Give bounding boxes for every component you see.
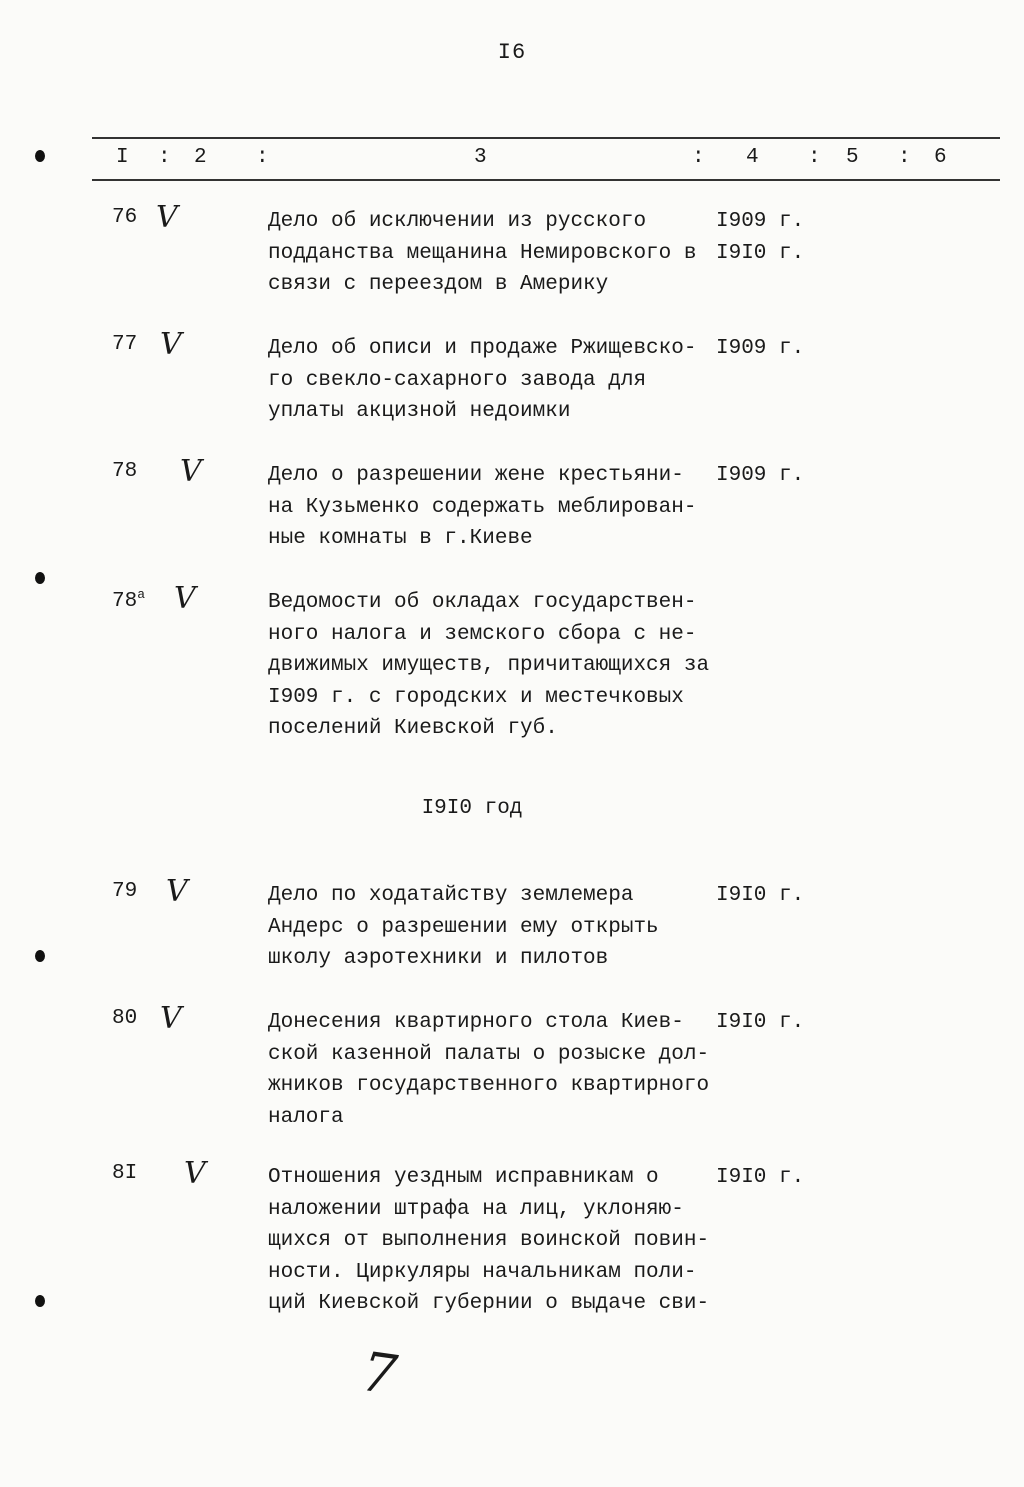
entry-line: щихся от выполнения воинской повин- (268, 1229, 710, 1252)
entry-line: I909 г. с городских и местечковых (268, 685, 684, 709)
column-separator: : (692, 146, 705, 169)
entry-line: Отношения уездным исправникам о (268, 1166, 659, 1189)
entry-dates (716, 460, 804, 492)
entry-date: I9I0 г. (716, 884, 805, 907)
entry-line: Донесения квартирного стола Киев- (268, 1011, 684, 1034)
entry-description (268, 880, 718, 975)
entry-line: ности. Циркуляры начальникам поли- (268, 1260, 697, 1284)
entry-date: I9I0 г. (716, 1166, 805, 1189)
entry-date: I909 г. (716, 337, 805, 360)
handwritten-mark: 7 (357, 1339, 401, 1408)
entry-date: I909 г. (716, 210, 805, 233)
column-header-1: I (116, 146, 129, 169)
punch-hole-icon (35, 150, 45, 162)
entry-line: Дело об описи и продаже Ржищевско- (268, 337, 697, 360)
entry-number: 76 (112, 206, 138, 229)
column-separator: : (158, 146, 171, 169)
entry-line: налога (268, 1105, 344, 1129)
header-rule-top (92, 137, 1000, 139)
entry-number: 77 (112, 333, 138, 356)
column-separator: : (808, 146, 821, 169)
entry-number: 78$^a$ (112, 587, 146, 613)
entry-line: Дело по ходатайству землемера (268, 884, 634, 907)
column-header-5: 5 (846, 146, 859, 169)
entry-description (268, 206, 718, 301)
entry-dates (716, 880, 804, 912)
check-mark-icon: V (160, 1001, 182, 1036)
entry-line: ций Киевской губернии о выдаче сви- (268, 1292, 710, 1315)
entry-number: 79 (112, 880, 138, 903)
punch-hole-icon (35, 950, 45, 962)
column-header-3: 3 (474, 146, 487, 169)
entry-line: на Кузьменко содержать меблирован- (268, 495, 697, 519)
entry-number: 8I (112, 1162, 138, 1185)
entry-description (268, 460, 718, 555)
entry-dates (716, 333, 804, 365)
entry-dates (716, 1007, 804, 1039)
entry-description (268, 1007, 718, 1133)
column-header-4: 4 (746, 146, 759, 169)
entry-dates (716, 1162, 804, 1194)
entry-description (268, 1162, 718, 1320)
check-mark-icon: V (184, 1156, 206, 1191)
section-heading: I9I0 год (421, 797, 523, 820)
punch-hole-icon (35, 572, 45, 584)
column-separator: : (256, 146, 269, 169)
entry-date: I9I0 г. (716, 1011, 805, 1034)
entry-line: ской казенной палаты о розыске дол- (268, 1042, 710, 1066)
entry-line: подданства мещанина Немировского в (268, 241, 697, 265)
header-rule-bottom (92, 179, 1000, 181)
entry-dates (716, 206, 804, 269)
entry-line: го свекло-сахарного завода для (268, 368, 647, 392)
punch-hole-icon (35, 1295, 45, 1307)
entry-line: движимых имуществ, причитающихся за (268, 654, 710, 677)
entry-line: уплаты акцизной недоимки (268, 400, 571, 423)
column-header-2: 2 (194, 146, 207, 169)
entry-line: ного налога и земского сбора с не- (268, 622, 697, 646)
column-separator: : (898, 146, 911, 169)
entry-number: 80 (112, 1007, 138, 1030)
check-mark-icon: V (180, 454, 202, 489)
entry-number: 78 (112, 460, 138, 483)
entry-line: Дело о разрешении жене крестьяни- (268, 464, 684, 487)
entry-line: жников государственного квартирного (268, 1074, 710, 1097)
entry-line: связи с переездом в Америку (268, 273, 609, 296)
entry-line: Андерс о разрешении ему открыть (268, 915, 659, 939)
check-mark-icon: V (166, 874, 188, 909)
check-mark-icon: V (156, 200, 178, 235)
entry-line: Дело об исключении из русского (268, 210, 647, 233)
entry-line: школу аэротехники и пилотов (268, 947, 609, 970)
entry-date: I9I0 г. (716, 241, 805, 265)
check-mark-icon: V (160, 327, 182, 362)
entry-line: ные комнаты в г.Киеве (268, 527, 533, 550)
page-number: I6 (497, 40, 527, 65)
entry-date: I909 г. (716, 464, 805, 487)
column-header-6: 6 (934, 146, 947, 169)
entry-description (268, 333, 718, 428)
entry-line: Ведомости об окладах государствен- (268, 591, 697, 614)
entry-line: наложении штрафа на лиц, уклоняю- (268, 1197, 684, 1221)
entry-number-suffix: a (137, 587, 146, 602)
check-mark-icon: V (174, 581, 196, 616)
entry-description (268, 587, 718, 745)
entry-line: поселений Киевской губ. (268, 717, 558, 740)
